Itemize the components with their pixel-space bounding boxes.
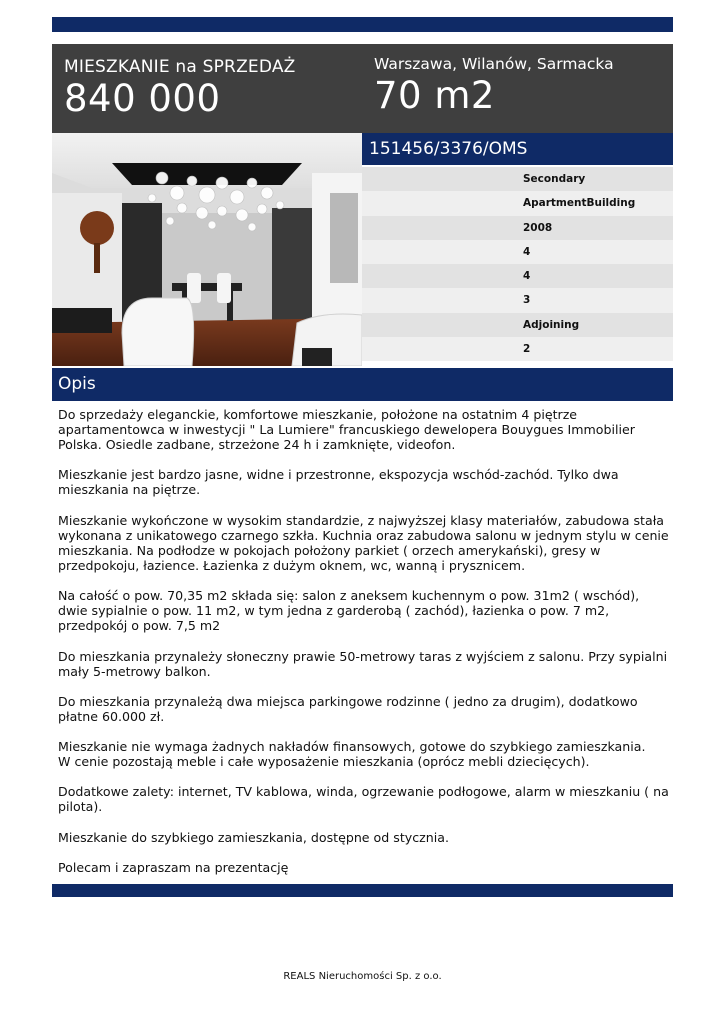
description-paragraph: Do sprzedaży eleganckie, komfortowe mieszkanie, położone na ostatnim 4 piętrze apartamentowca w inwestycji " La Lumiere" francuskiego dewelopera Bouygues Immobilier Polska. Osiedle zadbane, strzeżone 24 h i zamknięte, videofon. (58, 407, 635, 453)
details-table (362, 167, 673, 361)
detail-row (362, 313, 673, 337)
detail-row (362, 240, 673, 264)
offer-type: MIESZKANIE na SPRZEDAŻ (64, 57, 296, 77)
description-paragraph: Polecam i zapraszam na prezentację (58, 859, 289, 875)
area: 70 m2 (374, 74, 495, 117)
reference-number: 151456/3376/OMS (369, 139, 528, 159)
detail-row (362, 288, 673, 312)
detail-row (362, 337, 673, 361)
footer-company: REALS Nieruchomości Sp. z o.o. (283, 971, 442, 982)
description-paragraph: Mieszkanie jest bardzo jasne, widne i przestronne, ekspozycja wschód-zachód. Tylko dwa mieszkania na piętrze. (58, 467, 619, 498)
detail-value: 2008 (523, 221, 553, 234)
description-body (58, 407, 670, 890)
detail-row (362, 264, 673, 288)
listing-header (52, 44, 673, 133)
description-paragraph: Do mieszkania przynależy słoneczny prawie 50-metrowy taras z wyjściem z salonu. Przy sypialni mały 5-metrowy balkon. (58, 648, 668, 679)
detail-row (362, 216, 673, 240)
bottom-accent-bar (52, 884, 673, 897)
description-paragraph: Na całość o pow. 70,35 m2 składa się: salon z aneksem kuchennym o pow. 31m2 ( wschód), dwie sypialnie o pow. 11 m2, w tym jedna z garderobą ( zachód), łazienka o pow. 7 m2, przedpokój o pow. 7,5 m2 (58, 588, 640, 634)
detail-row (362, 167, 673, 191)
detail-row (362, 191, 673, 215)
price: 840 000 (64, 77, 221, 120)
description-paragraph: Dodatkowe zalety: internet, TV kablowa, winda, ogrzewanie podłogowe, alarm w mieszkaniu ( na pilota). (58, 784, 669, 815)
apartment-photo (52, 133, 362, 366)
detail-value: ApartmentBuilding (523, 197, 636, 210)
location: Warszawa, Wilanów, Sarmacka (374, 55, 614, 73)
top-accent-bar (52, 17, 673, 32)
living-room-illustration (52, 133, 362, 366)
description-paragraph: Mieszkanie wykończone w wysokim standardzie, z najwyższej klasy materiałów, zabudowa stała wykonana z unikatowego czarnego szkła. Kuchnia oraz zabudowa salonu w jednym stylu w cenie mieszkania. Na podłodze w pokojach położony parkiet ( orzech amerykański), gresy w przedpokoju, łazience. Łazienka z dużym oknem, wc, wanną i prysznicem. (58, 512, 669, 573)
detail-value: Secondary (523, 173, 586, 185)
detail-value: 2 (523, 343, 531, 356)
detail-value: 4 (523, 270, 531, 283)
detail-value: 4 (523, 245, 531, 258)
detail-value: 3 (523, 294, 531, 307)
description-section-header (52, 368, 673, 401)
description-paragraph: Do mieszkania przynależą dwa miejsca parkingowe rodzinne ( jedno za drugim), dodatkowo płatne 60.000 zł. (58, 693, 638, 724)
description-paragraph: Mieszkanie nie wymaga żadnych nakładów finansowych, gotowe do szybkiego zamieszkania. W cenie pozostają meble i całe wyposażenie mieszkania (oprócz mebli dziecięcych). (58, 739, 646, 770)
description-paragraph: Mieszkanie do szybkiego zamieszkania, dostępne od stycznia. (58, 829, 449, 845)
section-title: Opis (58, 374, 96, 394)
reference-bar (362, 133, 673, 165)
detail-value: Adjoining (523, 318, 580, 331)
